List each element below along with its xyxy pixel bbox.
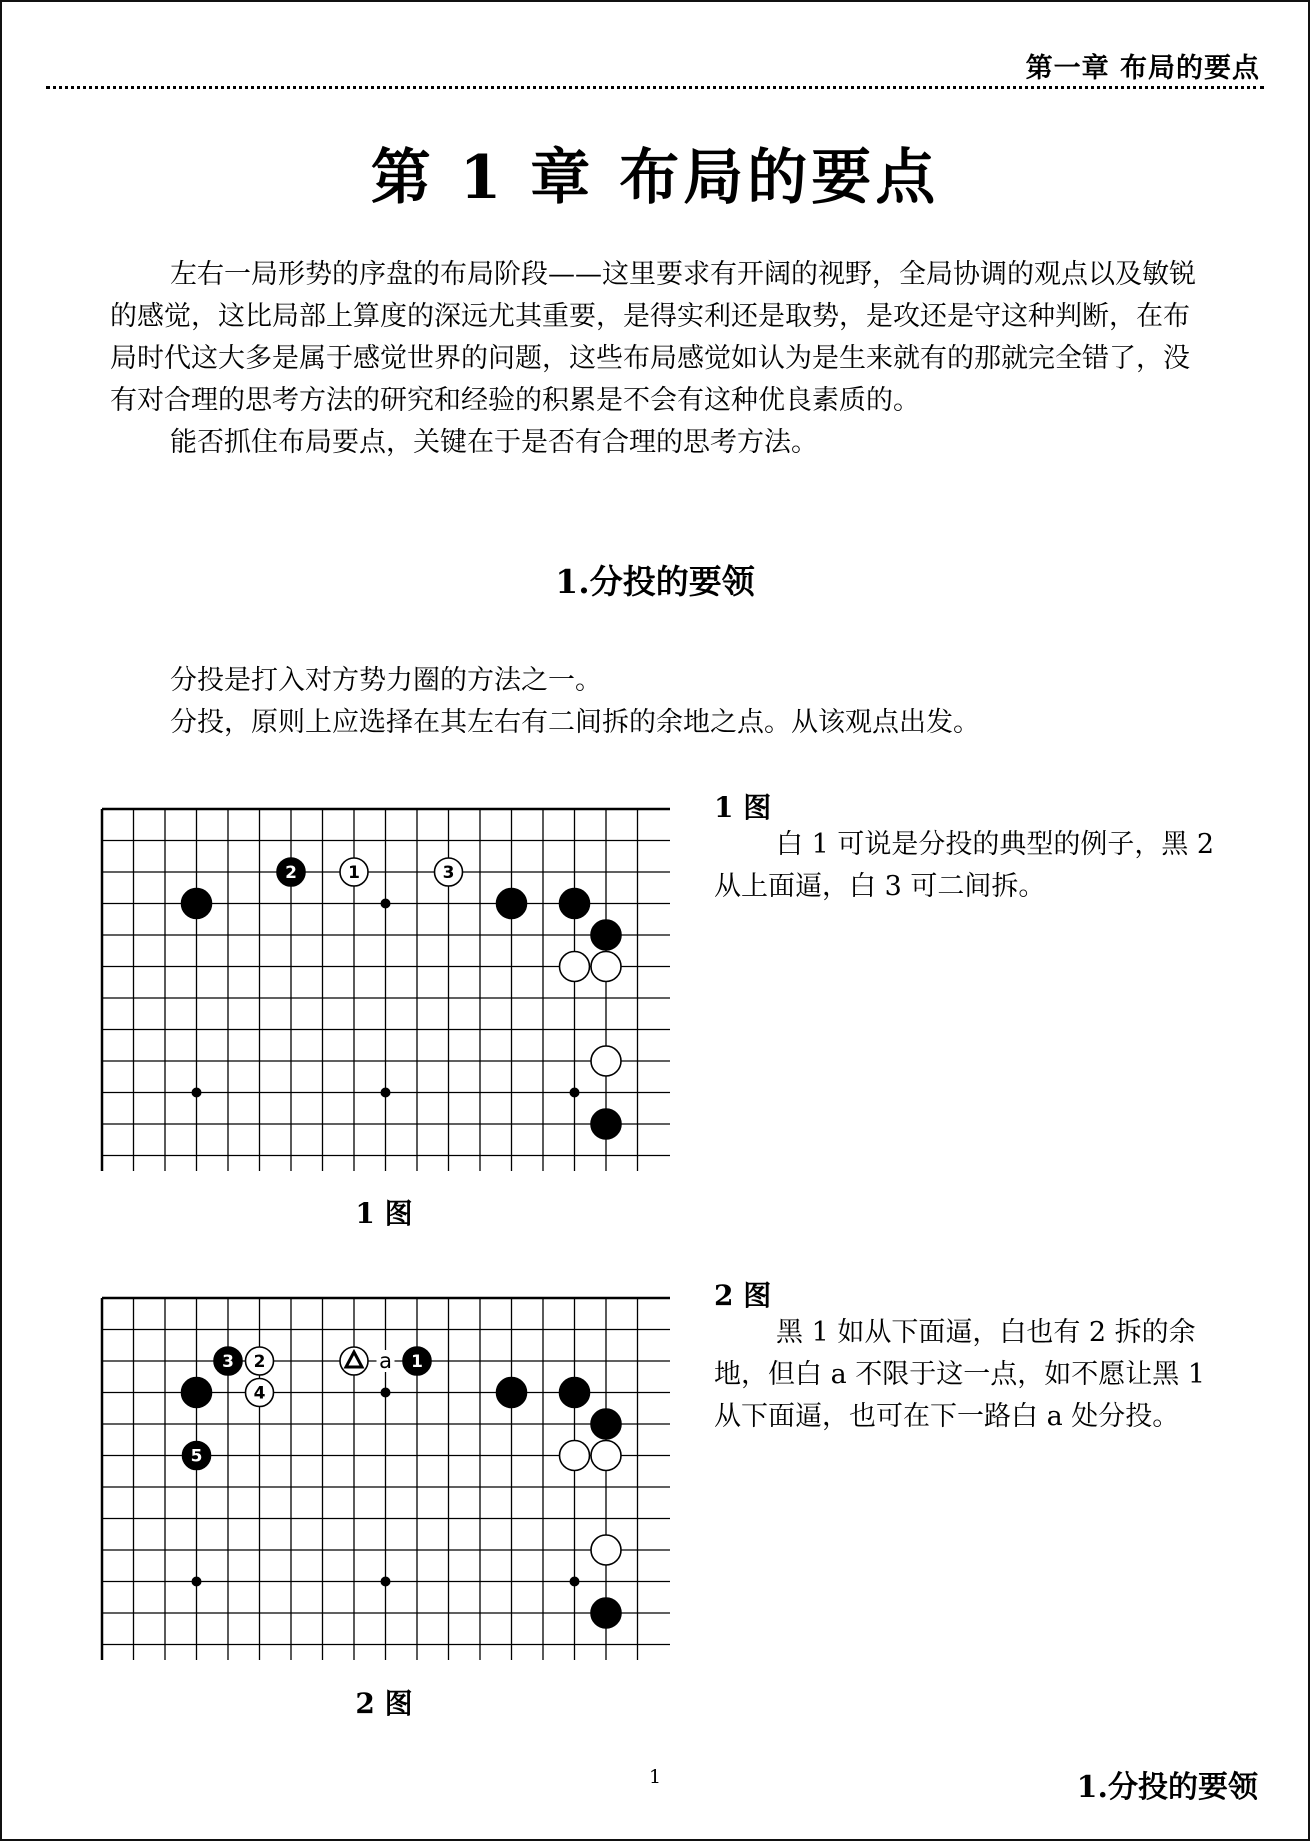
star-point bbox=[570, 1088, 580, 1098]
black-stone bbox=[591, 1109, 621, 1139]
intro-paragraph-1: 左右一局形势的序盘的布局阶段——这里要求有开阔的视野，全局协调的观点以及敏锐的感觉，这比局部上算度的深远尤其重要，是得实利还是取势，是攻还是守这种判断，在布局时代这大多是属于感觉世界的问题，这些布局感觉如认为是生来就有的那就完全错了，没有对合理的思考方法的研究和经验的积累是不会有这种优良素质的。 bbox=[110, 259, 1196, 416]
go-board-figure-2 bbox=[98, 1295, 670, 1663]
black-stone bbox=[497, 1378, 527, 1408]
go-board-figure-1 bbox=[98, 806, 670, 1174]
running-header: 第一章 布局的要点 bbox=[1025, 53, 1260, 84]
black-stone bbox=[277, 858, 305, 886]
stone-move-number: 4 bbox=[253, 1383, 266, 1404]
stone-move-number: 5 bbox=[190, 1446, 203, 1467]
intro-paragraph-2: 能否抓住布局要点，关键在于是否有合理的思考方法。 bbox=[170, 427, 818, 458]
figure-1-heading: 1 图 bbox=[714, 791, 772, 824]
black-stone bbox=[182, 889, 212, 919]
chapter-title: 第 1 章 布局的要点 bbox=[370, 143, 940, 213]
stone-move-number: 2 bbox=[285, 863, 297, 883]
go-board-2-svg bbox=[98, 1295, 670, 1663]
white-stone bbox=[591, 1046, 621, 1076]
section-line-2: 分投，原则上应选择在其左右有二间拆的余地之点。从该观点出发。 bbox=[170, 707, 980, 738]
section-line-1: 分投是打入对方势力圈的方法之一。 bbox=[170, 665, 602, 696]
white-stone bbox=[435, 858, 463, 886]
white-stone bbox=[340, 1347, 368, 1375]
section-text bbox=[110, 660, 1200, 744]
header-divider bbox=[46, 86, 1264, 89]
figure-2-caption: 2 图 bbox=[355, 1687, 413, 1720]
stone-move-number: 1 bbox=[411, 1352, 423, 1372]
white-stone bbox=[560, 1441, 590, 1471]
star-point bbox=[192, 1577, 202, 1587]
white-stone bbox=[591, 952, 621, 982]
star-point bbox=[381, 899, 391, 909]
star-point bbox=[192, 1088, 202, 1098]
black-stone bbox=[214, 1347, 242, 1375]
stone-move-number: 3 bbox=[222, 1352, 234, 1372]
figure-2-text: 黑 1 如从下面逼，白也有 2 拆的余地，但白 a 不限于这一点，如不愿让黑 1 从下面逼，也可在下一路白 a 处分投。 bbox=[714, 1317, 1206, 1432]
running-footer: 1.分投的要领 bbox=[1076, 1770, 1258, 1805]
go-board-1-svg bbox=[98, 806, 670, 1174]
black-stone bbox=[182, 1378, 212, 1408]
white-stone bbox=[560, 952, 590, 982]
board-mark-label: a bbox=[379, 1349, 392, 1373]
figure-1-text: 白 1 可说是分投的典型的例子，黑 2 从上面逼，白 3 可二间拆。 bbox=[714, 829, 1215, 902]
black-stone bbox=[560, 1378, 590, 1408]
star-point bbox=[381, 1088, 391, 1098]
white-stone bbox=[246, 1379, 274, 1407]
star-point bbox=[381, 1388, 391, 1398]
intro-text bbox=[110, 254, 1200, 464]
black-stone bbox=[497, 889, 527, 919]
white-stone bbox=[591, 1535, 621, 1565]
section-title: 1.分投的要领 bbox=[555, 562, 755, 601]
stone-move-number: 3 bbox=[442, 863, 455, 883]
stone-move-number: 1 bbox=[348, 863, 360, 883]
star-point bbox=[570, 1577, 580, 1587]
figure-1-caption: 1 图 bbox=[355, 1197, 413, 1230]
white-stone bbox=[340, 858, 368, 886]
star-point bbox=[381, 1577, 391, 1587]
stone-move-number: 2 bbox=[253, 1352, 266, 1372]
white-stone bbox=[246, 1347, 274, 1375]
board-grid bbox=[102, 809, 670, 1171]
page-number: 1 bbox=[648, 1766, 662, 1788]
black-stone bbox=[591, 1598, 621, 1628]
black-stone bbox=[403, 1347, 431, 1375]
figure-2-heading: 2 图 bbox=[714, 1279, 772, 1312]
white-stone bbox=[591, 1441, 621, 1471]
black-stone bbox=[560, 889, 590, 919]
black-stone bbox=[591, 920, 621, 950]
black-stone bbox=[591, 1409, 621, 1439]
black-stone bbox=[183, 1442, 211, 1470]
